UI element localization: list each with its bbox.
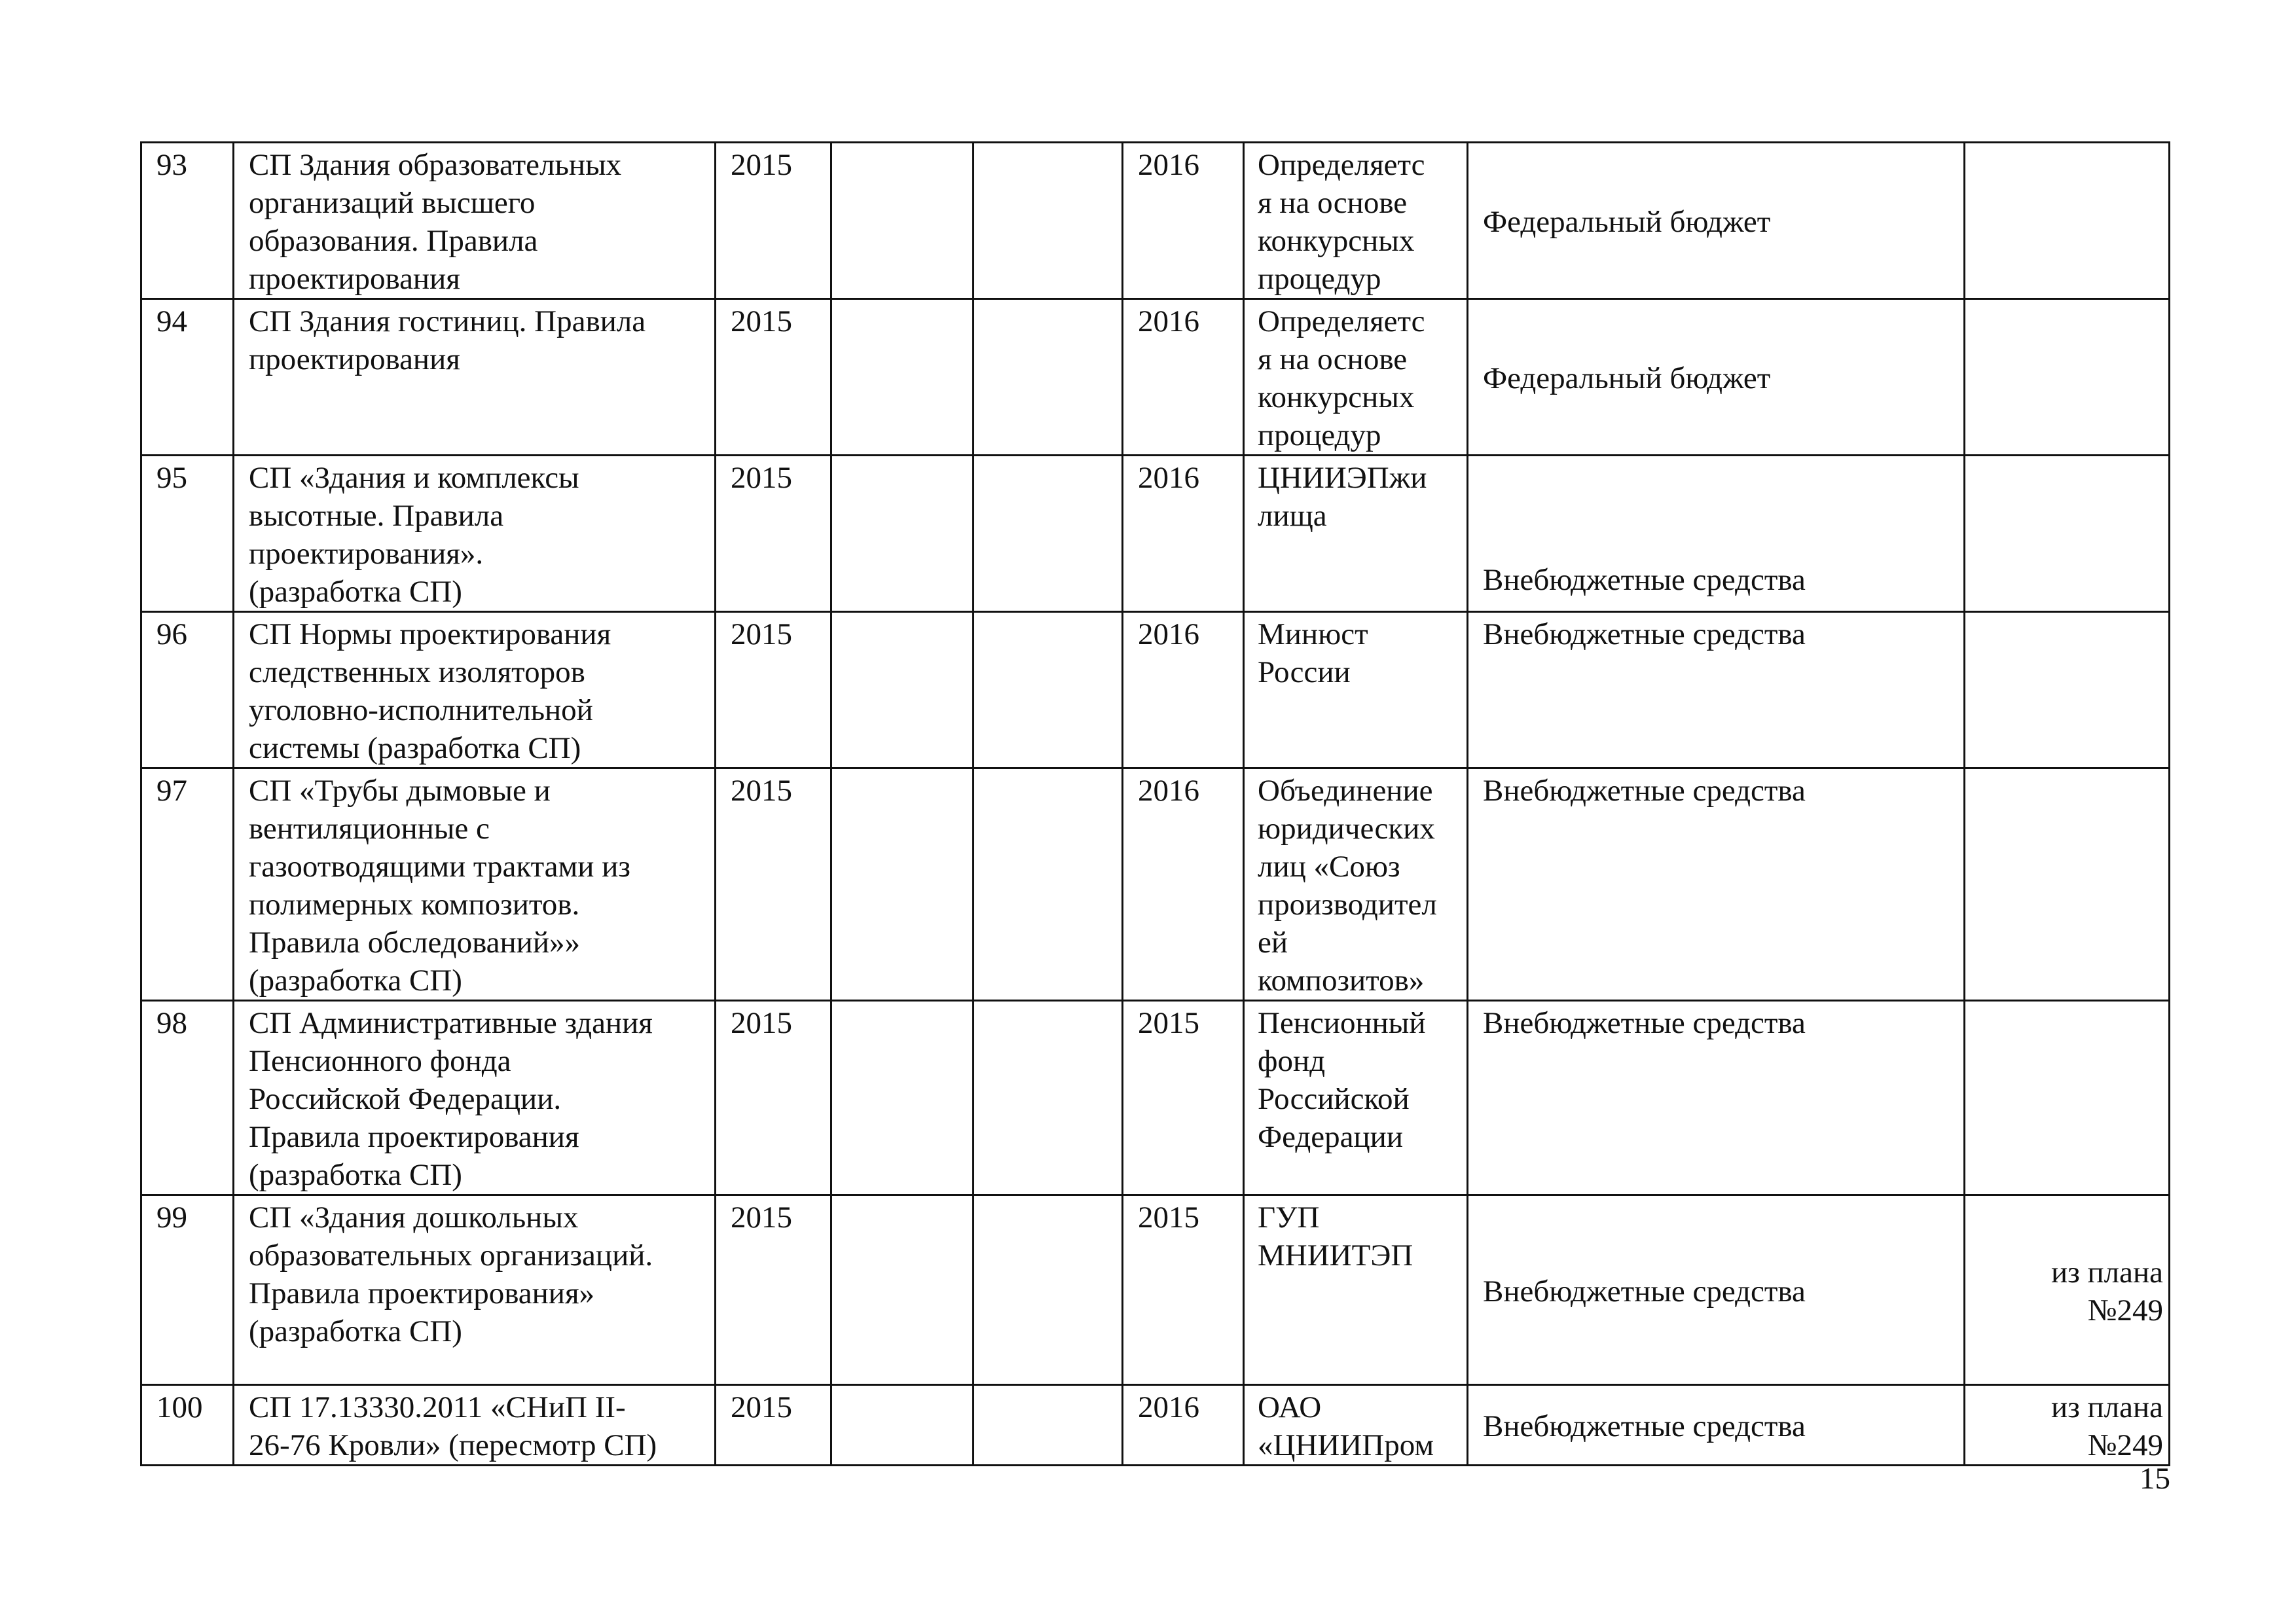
empty-cell — [831, 456, 974, 612]
developer-line: я на основе — [1258, 186, 1408, 220]
row-number: 95 — [156, 461, 187, 495]
start-year: 2015 — [731, 1200, 792, 1235]
document-title-line: проектирования». — [249, 537, 484, 571]
end-year-cell — [1123, 299, 1244, 456]
developer-cell — [1244, 299, 1468, 456]
start-year: 2015 — [731, 304, 792, 338]
row-number-cell — [141, 1001, 234, 1195]
end-year-cell — [1123, 1001, 1244, 1195]
start-year: 2015 — [731, 774, 792, 808]
table-row — [141, 1195, 2170, 1385]
developer-line: ГУП — [1258, 1200, 1320, 1235]
row-number-cell — [141, 299, 234, 456]
document-title-cell — [234, 299, 716, 456]
start-year: 2015 — [731, 617, 792, 651]
document-title-line: системы (разработка СП) — [249, 731, 581, 765]
developer-line: Пенсионный — [1258, 1006, 1426, 1040]
document-title-line: (разработка СП) — [249, 1158, 462, 1192]
empty-cell — [831, 768, 974, 1001]
end-year-cell — [1123, 456, 1244, 612]
note-cell — [1965, 1195, 2170, 1385]
row-number-cell — [141, 612, 234, 768]
end-year-cell — [1123, 1195, 1244, 1385]
row-number: 100 — [156, 1390, 203, 1424]
document-title-line: (разработка СП) — [249, 575, 462, 609]
end-year-cell — [1123, 612, 1244, 768]
document-title-cell — [234, 768, 716, 1001]
empty-cell — [831, 143, 974, 299]
start-year-cell — [716, 612, 831, 768]
document-title-line: СП «Здания и комплексы — [249, 461, 579, 495]
end-year: 2016 — [1138, 304, 1199, 338]
developer-line: я на основе — [1258, 342, 1408, 376]
row-number-cell — [141, 768, 234, 1001]
table-row — [141, 143, 2170, 299]
developer-line: «ЦНИИПром — [1258, 1428, 1434, 1462]
document-title-line: (разработка СП) — [249, 1314, 462, 1348]
table-row — [141, 1385, 2170, 1466]
start-year-cell — [716, 143, 831, 299]
document-title-line: Пенсионного фонда — [249, 1044, 511, 1078]
row-number: 94 — [156, 304, 187, 338]
funding-source: Внебюджетные средства — [1483, 617, 1806, 651]
end-year: 2016 — [1138, 148, 1199, 182]
empty-cell — [974, 612, 1123, 768]
row-number: 99 — [156, 1200, 187, 1235]
developer-line: Объединение — [1258, 774, 1433, 808]
developer-line: фонд — [1258, 1044, 1326, 1078]
note-cell — [1965, 1001, 2170, 1195]
note-cell — [1965, 143, 2170, 299]
table-body — [141, 143, 2170, 1466]
funding-source-cell — [1468, 299, 1965, 456]
developer-line: России — [1258, 655, 1351, 689]
standards-plan-table — [140, 141, 2170, 1466]
document-title-cell — [234, 612, 716, 768]
developer-line: ОАО — [1258, 1390, 1322, 1424]
developer-line: лища — [1258, 499, 1327, 533]
developer-line: процедур — [1258, 418, 1381, 452]
note-cell — [1965, 456, 2170, 612]
document-title-line: Правила обследований»» — [249, 926, 580, 960]
document-title-line: проектирования — [249, 342, 460, 376]
developer-cell — [1244, 612, 1468, 768]
start-year-cell — [716, 1001, 831, 1195]
empty-cell — [831, 1195, 974, 1385]
developer-line: процедур — [1258, 262, 1381, 296]
developer-line: производител — [1258, 888, 1437, 922]
funding-source-cell — [1468, 456, 1965, 612]
row-number-cell — [141, 1195, 234, 1385]
document-title-cell — [234, 1195, 716, 1385]
developer-line: юридических — [1258, 812, 1435, 846]
developer-cell — [1244, 1385, 1468, 1466]
empty-cell — [974, 299, 1123, 456]
document-title-line: вентиляционные с — [249, 812, 490, 846]
start-year-cell — [716, 1385, 831, 1466]
row-number-cell — [141, 456, 234, 612]
note-cell — [1965, 1385, 2170, 1466]
row-number: 93 — [156, 148, 187, 182]
document-title-line: высотные. Правила — [249, 499, 504, 533]
table-row — [141, 768, 2170, 1001]
funding-source: Внебюджетные средства — [1483, 563, 1806, 597]
document-title-line: Российской Федерации. — [249, 1082, 562, 1116]
funding-source: Внебюджетные средства — [1483, 1006, 1806, 1040]
document-title-line: СП «Здания дошкольных — [249, 1200, 579, 1235]
document-title-line: СП Нормы проектирования — [249, 617, 611, 651]
developer-cell — [1244, 1001, 1468, 1195]
empty-cell — [831, 612, 974, 768]
empty-cell — [974, 143, 1123, 299]
end-year: 2016 — [1138, 461, 1199, 495]
row-number: 98 — [156, 1006, 187, 1040]
note-cell — [1965, 299, 2170, 456]
start-year: 2015 — [731, 1390, 792, 1424]
row-number: 97 — [156, 774, 187, 808]
funding-source: Внебюджетные средства — [1483, 1409, 1806, 1443]
document-title-line: СП Административные здания — [249, 1006, 653, 1040]
document-title-cell — [234, 1385, 716, 1466]
funding-source: Федеральный бюджет — [1483, 361, 1771, 395]
end-year: 2016 — [1138, 774, 1199, 808]
funding-source-cell — [1468, 612, 1965, 768]
funding-source-cell — [1468, 143, 1965, 299]
developer-line: ЦНИИЭПжи — [1258, 461, 1427, 495]
start-year: 2015 — [731, 148, 792, 182]
document-title-line: СП Здания образовательных — [249, 148, 622, 182]
document-title-line: СП Здания гостиниц. Правила — [249, 304, 646, 338]
funding-source-cell — [1468, 1195, 1965, 1385]
developer-cell — [1244, 143, 1468, 299]
empty-cell — [831, 299, 974, 456]
funding-source-cell — [1468, 1385, 1965, 1466]
developer-cell — [1244, 1195, 1468, 1385]
developer-line: конкурсных — [1258, 224, 1415, 258]
end-year: 2016 — [1138, 617, 1199, 651]
end-year-cell — [1123, 768, 1244, 1001]
empty-cell — [831, 1001, 974, 1195]
document-title-line: Правила проектирования» — [249, 1276, 595, 1310]
funding-source: Федеральный бюджет — [1483, 205, 1771, 239]
note-cell — [1965, 612, 2170, 768]
end-year: 2015 — [1138, 1006, 1199, 1040]
document-title-line: 26-76 Кровли» (пересмотр СП) — [249, 1428, 657, 1462]
document-title-line: (разработка СП) — [249, 964, 462, 998]
developer-line: ей — [1258, 926, 1288, 960]
row-number-cell — [141, 143, 234, 299]
developer-line: лиц «Союз — [1258, 850, 1400, 884]
document-title-line: СП «Трубы дымовые и — [249, 774, 551, 808]
developer-line: композитов» — [1258, 964, 1425, 998]
document-title-line: Правила проектирования — [249, 1120, 579, 1154]
empty-cell — [974, 1385, 1123, 1466]
developer-line: Федерации — [1258, 1120, 1403, 1154]
table-row — [141, 456, 2170, 612]
start-year-cell — [716, 456, 831, 612]
document-title-cell — [234, 1001, 716, 1195]
empty-cell — [974, 1195, 1123, 1385]
document-title-cell — [234, 456, 716, 612]
funding-source: Внебюджетные средства — [1483, 774, 1806, 808]
document-title-line: СП 17.13330.2011 «СНиП II- — [249, 1390, 626, 1424]
empty-cell — [831, 1385, 974, 1466]
developer-line: МНИИТЭП — [1258, 1238, 1413, 1272]
note-cell — [1965, 768, 2170, 1001]
table-row — [141, 1001, 2170, 1195]
start-year-cell — [716, 768, 831, 1001]
developer-cell — [1244, 456, 1468, 612]
row-number: 96 — [156, 617, 187, 651]
developer-line: Определяетс — [1258, 148, 1425, 182]
document-title-line: уголовно-исполнительной — [249, 693, 593, 727]
start-year: 2015 — [731, 1006, 792, 1040]
start-year: 2015 — [731, 461, 792, 495]
developer-line: Российской — [1258, 1082, 1410, 1116]
developer-line: Определяетс — [1258, 304, 1425, 338]
start-year-cell — [716, 1195, 831, 1385]
developer-line: Минюст — [1258, 617, 1368, 651]
developer-cell — [1244, 768, 1468, 1001]
table-row — [141, 612, 2170, 768]
row-number-cell — [141, 1385, 234, 1466]
end-year: 2016 — [1138, 1390, 1199, 1424]
funding-source-cell — [1468, 768, 1965, 1001]
end-year-cell — [1123, 1385, 1244, 1466]
empty-cell — [974, 456, 1123, 612]
start-year-cell — [716, 299, 831, 456]
table-row — [141, 299, 2170, 456]
document-title-line: следственных изоляторов — [249, 655, 585, 689]
document-title-line: образовательных организаций. — [249, 1238, 653, 1272]
document-title-line: полимерных композитов. — [249, 888, 580, 922]
funding-source-cell — [1468, 1001, 1965, 1195]
end-year: 2015 — [1138, 1200, 1199, 1235]
empty-cell — [974, 768, 1123, 1001]
note: из плана №249 — [2051, 1255, 2163, 1327]
developer-line: конкурсных — [1258, 380, 1415, 414]
document-title-line: газоотводящими трактами из — [249, 850, 630, 884]
note: из плана №249 — [2051, 1390, 2163, 1462]
document-title-line: организаций высшего — [249, 186, 536, 220]
document-title-line: образования. Правила — [249, 224, 538, 258]
funding-source: Внебюджетные средства — [1483, 1274, 1806, 1308]
document-title-line: проектирования — [249, 262, 460, 296]
empty-cell — [974, 1001, 1123, 1195]
end-year-cell — [1123, 143, 1244, 299]
document-title-cell — [234, 143, 716, 299]
page-number: 15 — [2140, 1462, 2170, 1496]
